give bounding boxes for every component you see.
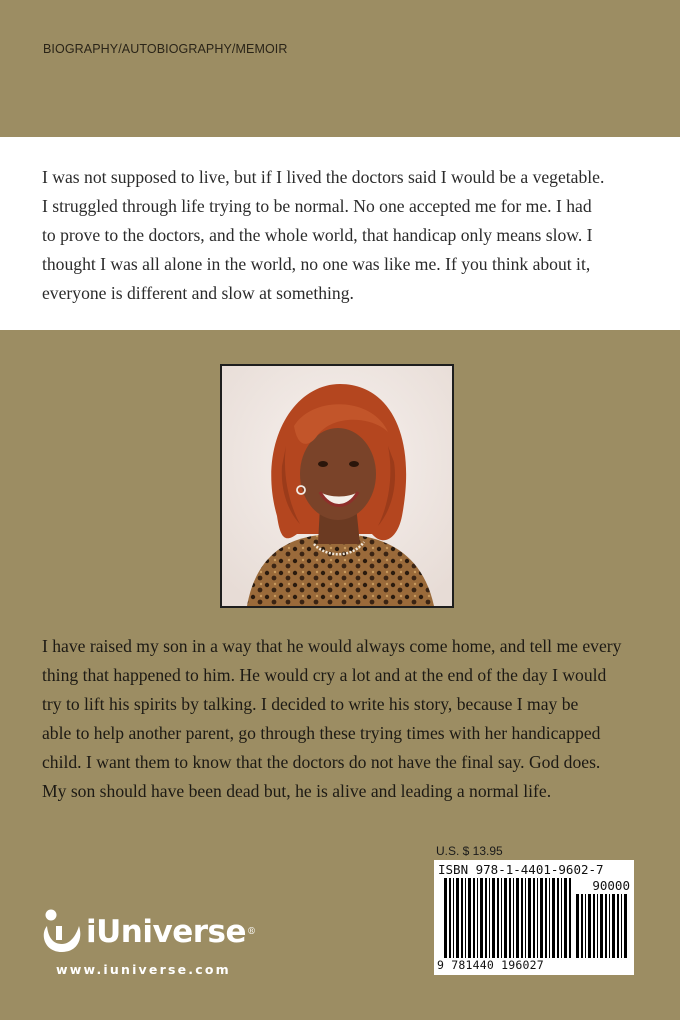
barcode-bar <box>501 878 502 958</box>
author-photo <box>220 364 454 608</box>
blurb-line: everyone is different and slow at something. <box>42 283 354 303</box>
barcode-bar <box>569 878 571 958</box>
addon-code: 90000 <box>592 878 630 893</box>
barcode-bar <box>449 878 451 958</box>
barcode-bar <box>609 894 610 958</box>
publisher-logo <box>42 908 256 956</box>
price-label: U.S. $ 13.95 <box>436 844 503 858</box>
publisher-name: iUniverse <box>86 914 246 950</box>
barcode-bar <box>585 894 586 958</box>
barcode-bar <box>465 878 466 958</box>
barcode-bar <box>605 894 607 958</box>
story-line: able to help another parent, go through these trying times with her handicapped <box>42 723 601 743</box>
barcode-bar <box>453 878 454 958</box>
registered-mark: ® <box>247 927 256 937</box>
barcode-bar <box>624 894 627 958</box>
blurb-text <box>42 163 662 308</box>
barcode-bar <box>497 878 499 958</box>
barcode-bar <box>612 894 615 958</box>
barcode-bar <box>480 878 483 958</box>
blurb-line: I struggled through life trying to be normal. No one accepted me for me. I had <box>42 196 592 216</box>
isbn-text: ISBN 978-1-4401-9602-7 <box>438 862 604 877</box>
story-line: My son should have been dead but, he is alive and leading a normal life. <box>42 781 552 801</box>
iuniverse-logo-icon <box>42 908 84 956</box>
barcode-bar <box>509 878 511 958</box>
barcode-bar <box>621 894 622 958</box>
barcode-bar <box>489 878 490 958</box>
barcode <box>434 860 634 975</box>
addon-bars <box>576 894 628 958</box>
story-line: I have raised my son in a way that he would always come home, and tell me every <box>42 636 622 656</box>
ean-digits: 9 781440 196027 <box>437 958 544 972</box>
barcode-bar <box>477 878 478 958</box>
barcode-bar <box>597 894 598 958</box>
barcode-bar <box>600 894 603 958</box>
ean-bars <box>444 878 572 958</box>
barcode-bar <box>581 894 583 958</box>
author-portrait-image <box>222 366 452 606</box>
category-label: BIOGRAPHY/AUTOBIOGRAPHY/MEMOIR <box>43 42 288 56</box>
story-line: try to lift his spirits by talking. I decided to write his story, because I may be <box>42 694 579 714</box>
barcode-bar <box>557 878 559 958</box>
barcode-bar <box>516 878 519 958</box>
barcode-bar <box>492 878 495 958</box>
barcode-bar <box>461 878 463 958</box>
barcode-bar <box>549 878 550 958</box>
barcode-bar <box>528 878 531 958</box>
barcode-bar <box>561 878 562 958</box>
barcode-bar <box>468 878 471 958</box>
publisher-website: www.iuniverse.com <box>56 962 231 977</box>
barcode-bar <box>525 878 526 958</box>
barcode-bar <box>588 894 591 958</box>
barcode-bar <box>552 878 555 958</box>
barcode-bar <box>545 878 547 958</box>
barcode-bar <box>617 894 619 958</box>
blurb-line: to prove to the doctors, and the whole world, that handicap only means slow. I <box>42 225 593 245</box>
barcode-bar <box>444 878 447 958</box>
story-line: thing that happened to him. He would cry a lot and at the end of the day I would <box>42 665 607 685</box>
barcode-bar <box>564 878 567 958</box>
barcode-bar <box>485 878 487 958</box>
blurb-line: thought I was all alone in the world, no one was like me. If you think about it, <box>42 254 591 274</box>
story-line: child. I want them to know that the doctors do not have the final say. God does. <box>42 752 601 772</box>
barcode-bar <box>521 878 523 958</box>
story-text <box>42 632 662 806</box>
barcode-bar <box>473 878 475 958</box>
barcode-bar <box>533 878 535 958</box>
barcode-bar <box>504 878 507 958</box>
barcode-bar <box>593 894 595 958</box>
blurb-line: I was not supposed to live, but if I lived the doctors said I would be a vegetable. <box>42 167 605 187</box>
barcode-bar <box>537 878 538 958</box>
barcode-bar <box>540 878 543 958</box>
barcode-bar <box>456 878 459 958</box>
barcode-bar <box>513 878 514 958</box>
barcode-bar <box>576 894 579 958</box>
